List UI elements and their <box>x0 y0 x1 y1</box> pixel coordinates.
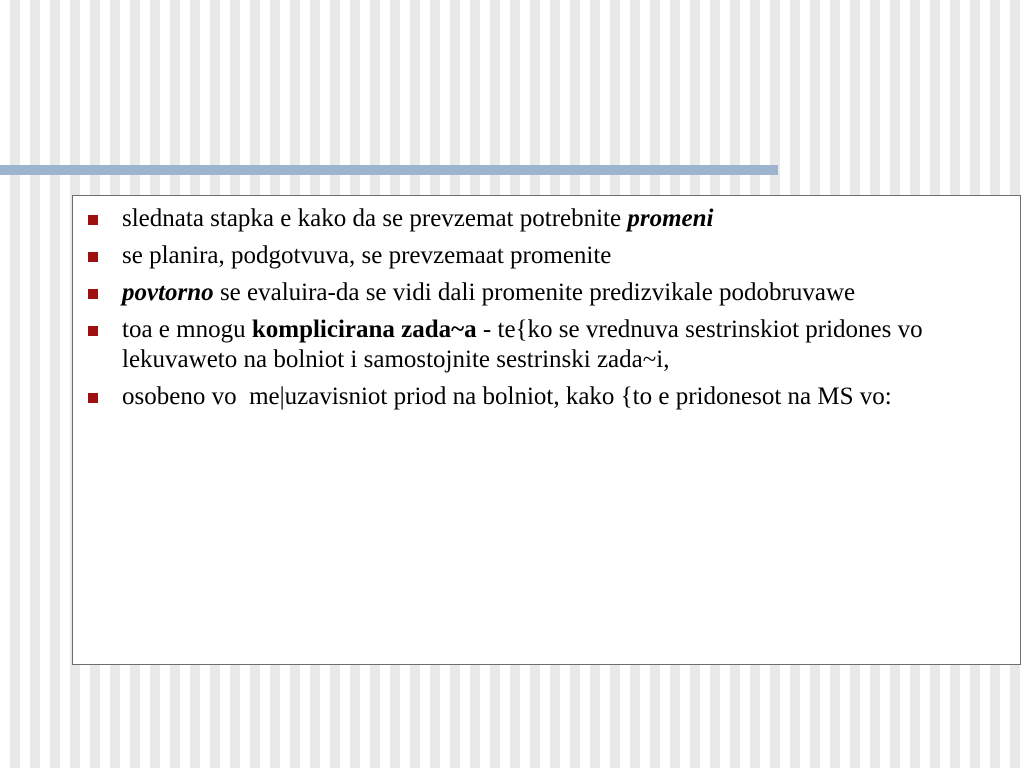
emphasis-text: promeni <box>627 205 714 232</box>
title-accent-line <box>0 165 778 175</box>
list-item <box>88 204 1000 234</box>
bullet-list <box>73 196 1020 412</box>
emphasis-text: komplicirana zada~a <box>251 316 477 343</box>
square-bullet-icon <box>88 252 98 262</box>
square-bullet-icon <box>88 393 98 403</box>
content-box <box>72 195 1021 665</box>
square-bullet-icon <box>88 215 98 225</box>
list-item <box>88 382 1000 412</box>
list-item <box>88 315 1000 375</box>
bullet-text <box>122 315 1000 375</box>
square-bullet-icon <box>88 326 98 336</box>
emphasis-text: povtorno <box>122 279 214 306</box>
bullet-text-part: se evaluira-da se vidi dali promenite predizvikale podobruvawe <box>213 279 856 306</box>
bullet-text-part: se planira, podgotvuva, se prevzemaat promenite <box>122 242 612 269</box>
bullet-text <box>122 204 1000 234</box>
bullet-text <box>122 382 1000 412</box>
bullet-text <box>122 241 1000 271</box>
square-bullet-icon <box>88 289 98 299</box>
bullet-text-part: - te{ko se vrednuva sestrinskiot pridones vo lekuvaweto na bolniot i samostojnite sestrinski zada~i, <box>122 316 923 373</box>
list-item <box>88 241 1000 271</box>
list-item <box>88 278 1000 308</box>
bullet-text <box>122 278 1000 308</box>
bullet-text-part: slednata stapka e kako da se prevzemat potrebnite <box>122 205 628 232</box>
bullet-text-part: toa e mnogu <box>122 316 252 343</box>
bullet-text-part: osobeno vo me|uzavisniot priod na bolniot, kako {to e pridonesot na MS vo: <box>122 383 892 410</box>
